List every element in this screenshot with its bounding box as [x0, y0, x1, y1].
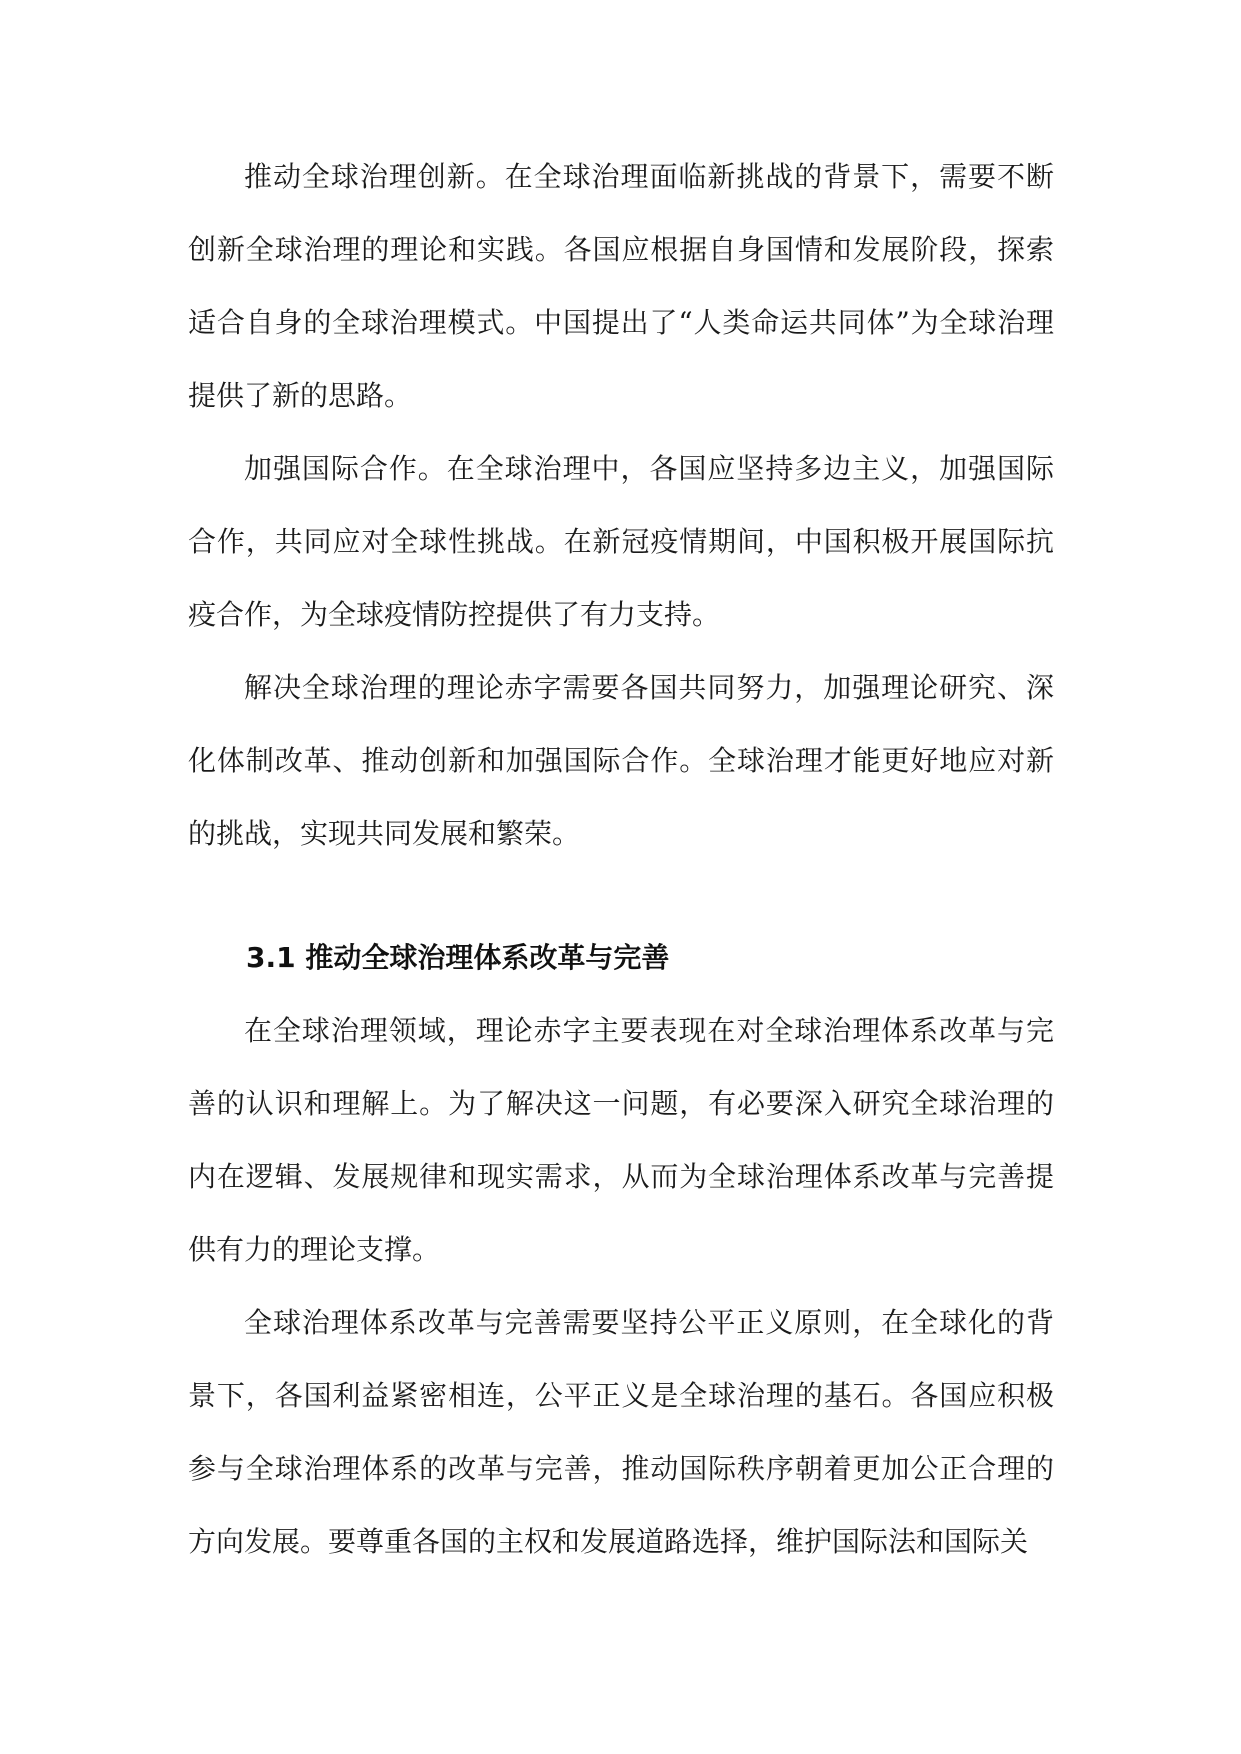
section-heading: 3.1 推动全球治理体系改革与完善 — [246, 941, 670, 974]
paragraph-cooperation: 加强国际合作。在全球治理中，各国应坚持多边主义，加强国际合作，共同应对全球性挑战。在新冠疫情期间，中国积极开展国际抗疫合作，为全球疫情防控提供了有力支持。 — [188, 452, 1054, 631]
document-body — [188, 140, 1054, 1578]
paragraph-theory-deficit: 在全球治理领域，理论赤字主要表现在对全球治理体系改革与完善的认识和理解上。为了解决这一问题，有必要深入研究全球治理的内在逻辑、发展规律和现实需求，从而为全球治理体系改革与完善提供有力的理论支撑。 — [188, 1014, 1054, 1266]
paragraph-fairness-justice: 全球治理体系改革与完善需要坚持公平正义原则，在全球化的背景下，各国利益紧密相连，公平正义是全球治理的基石。各国应积极参与全球治理体系的改革与完善，推动国际秩序朝着更加公正合理的方向发展。要尊重各国的主权和发展道路选择，维护国际法和国际关 — [188, 1306, 1054, 1558]
paragraph-innovation: 推动全球治理创新。在全球治理面临新挑战的背景下，需要不断创新全球治理的理论和实践。各国应根据自身国情和发展阶段，探索适合自身的全球治理模式。中国提出了“人类命运共同体”为全球治理提供了新的思路。 — [188, 160, 1054, 412]
paragraph-conclusion: 解决全球治理的理论赤字需要各国共同努力，加强理论研究、深化体制改革、推动创新和加强国际合作。全球治理才能更好地应对新的挑战，实现共同发展和繁荣。 — [188, 671, 1054, 850]
